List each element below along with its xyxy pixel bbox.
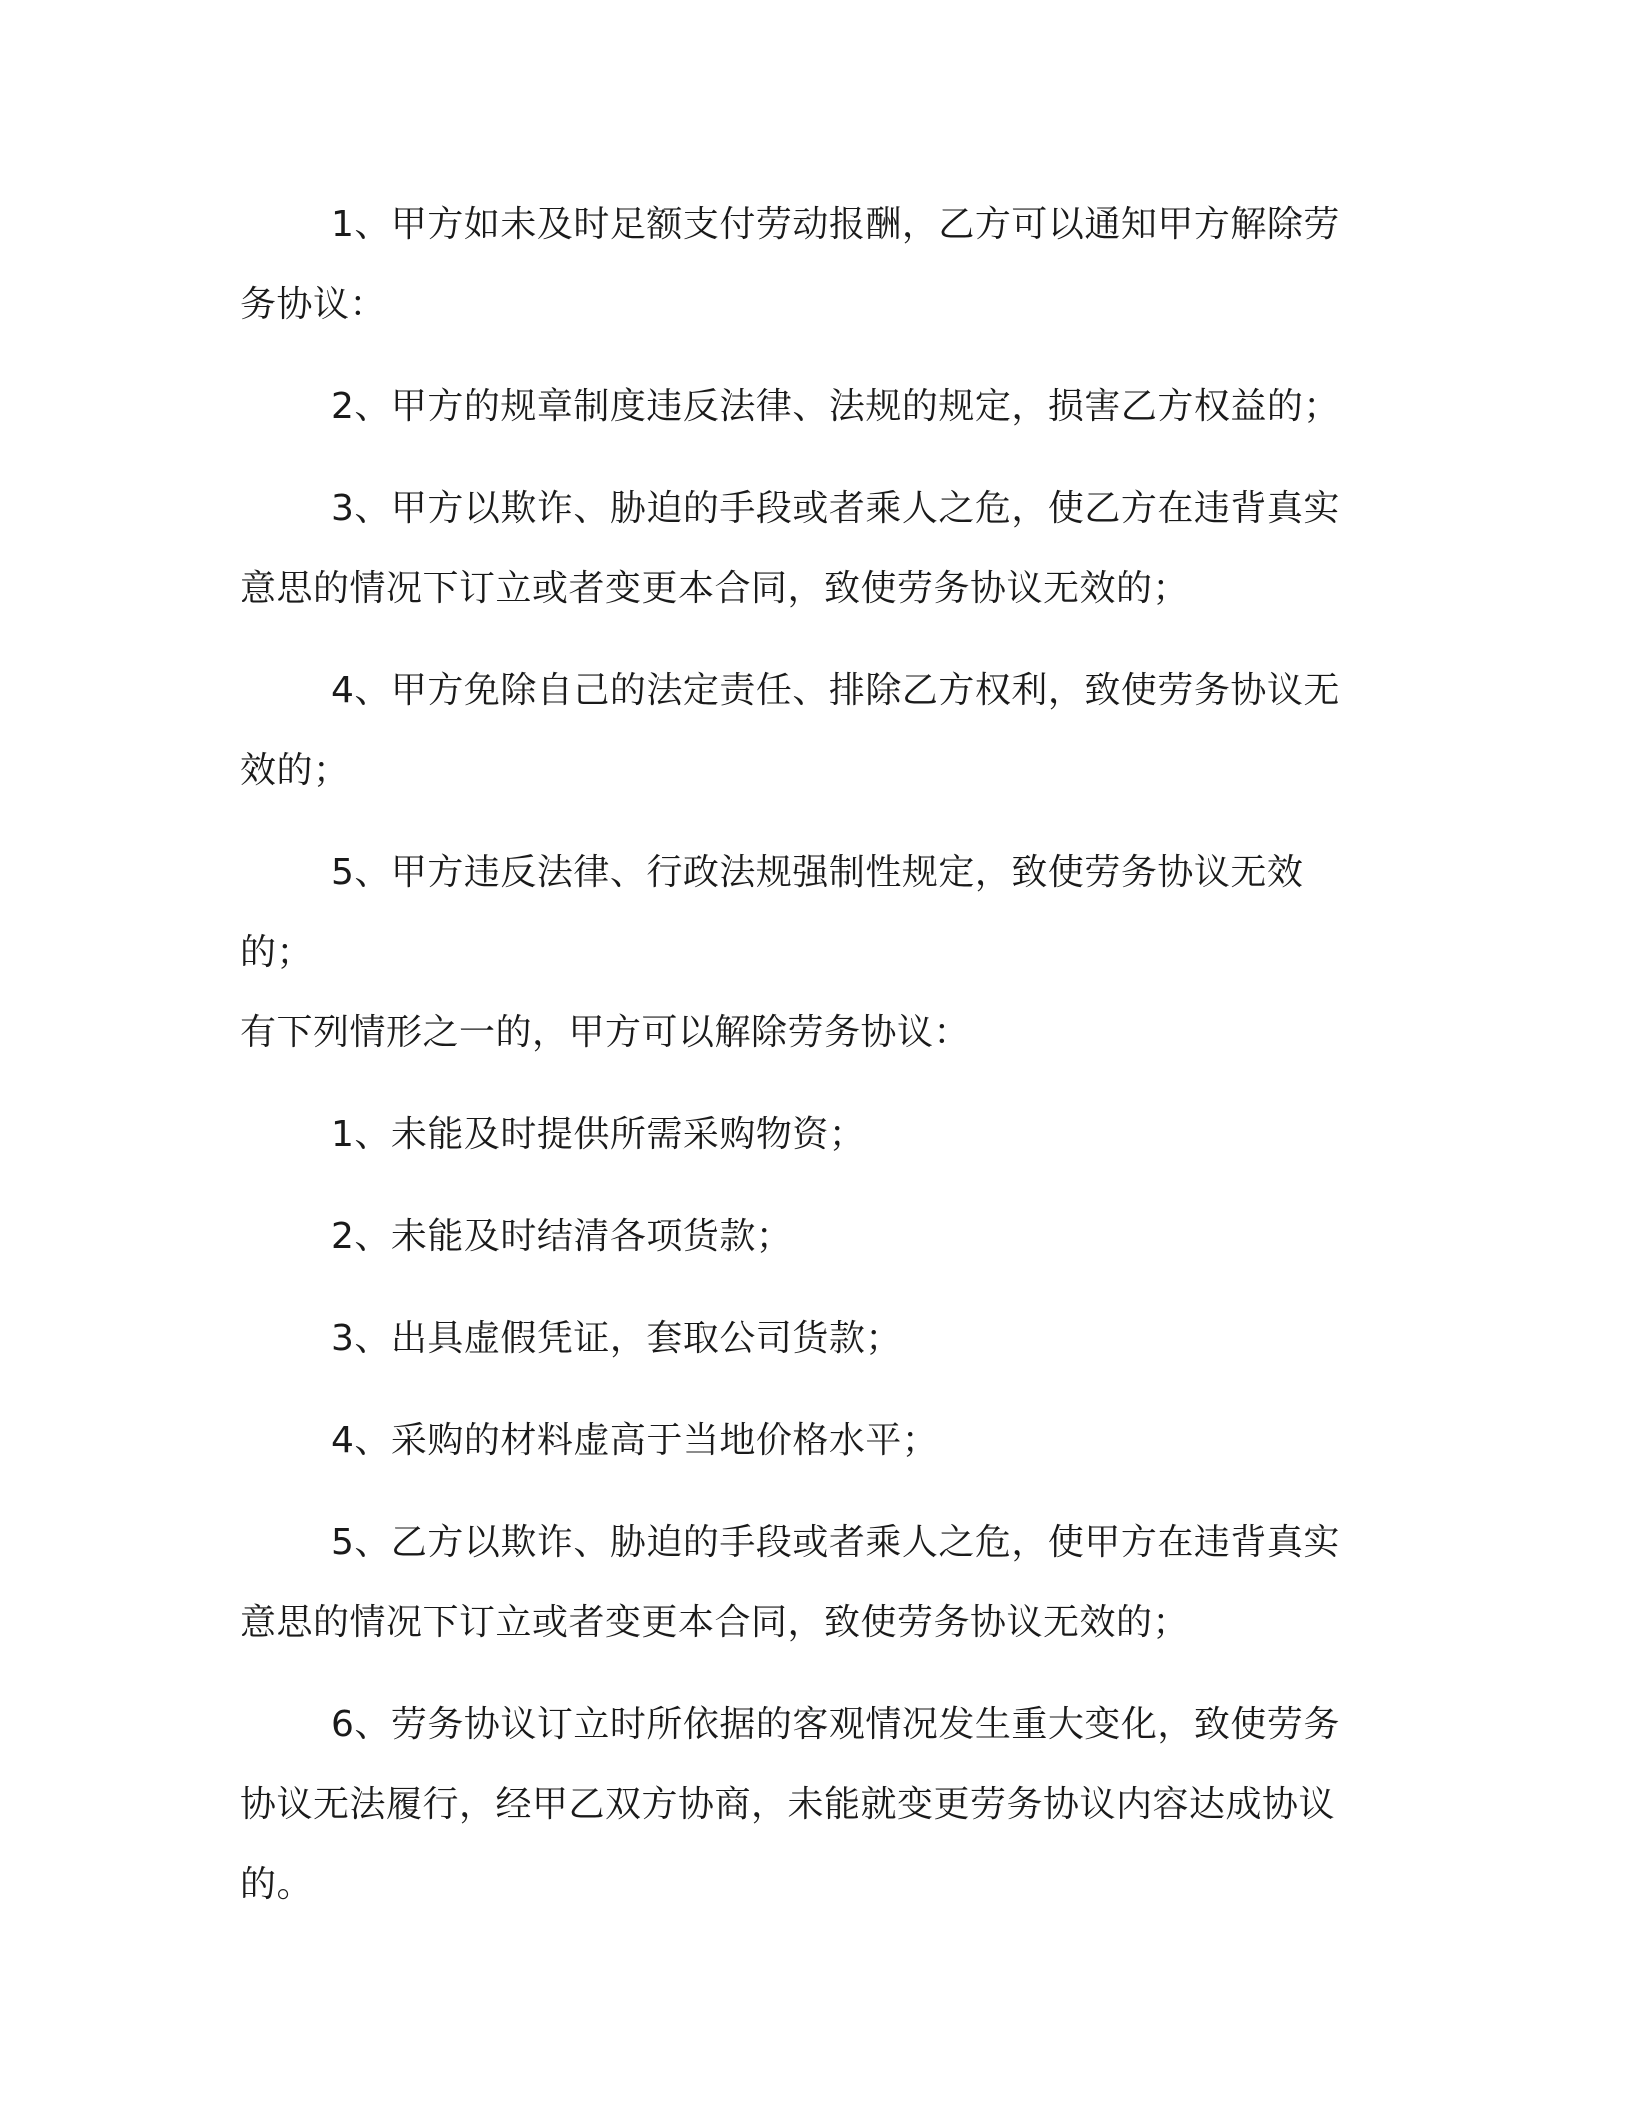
- clause-paragraph: 1、未能及时提供所需采购物资；: [331, 1114, 866, 1155]
- section-intro: 有下列情形之一的，甲方可以解除劳务协议：: [240, 1012, 971, 1053]
- clause-paragraph: 5、甲方违反法律、行政法规强制性规定，致使劳务协议无效的；: [240, 852, 1304, 973]
- clause-paragraph: 4、甲方免除自己的法定责任、排除乙方权利，致使劳务协议无效的；: [240, 670, 1340, 791]
- clause-paragraph: 2、未能及时结清各项货款；: [331, 1216, 793, 1257]
- clause-paragraph: 5、乙方以欺诈、胁迫的手段或者乘人之危，使甲方在违背真实意思的情况下订立或者变更本合同，致使劳务协议无效的；: [240, 1522, 1340, 1643]
- clause-paragraph: 3、出具虚假凭证，套取公司货款；: [331, 1318, 902, 1359]
- clause-paragraph: 6、劳务协议订立时所依据的客观情况发生重大变化，致使劳务协议无法履行，经甲乙双方协商，未能就变更劳务协议内容达成协议的。: [240, 1704, 1340, 1905]
- clause-paragraph: 2、甲方的规章制度违反法律、法规的规定，损害乙方权益的；: [331, 386, 1340, 427]
- clause-paragraph: 3、甲方以欺诈、胁迫的手段或者乘人之危，使乙方在违背真实意思的情况下订立或者变更本合同，致使劳务协议无效的；: [240, 488, 1340, 609]
- clause-paragraph: 4、采购的材料虚高于当地价格水平；: [331, 1420, 939, 1461]
- clause-paragraph: 1、甲方如未及时足额支付劳动报酬，乙方可以通知甲方解除劳务协议：: [240, 204, 1340, 325]
- document-body: [240, 185, 1370, 1947]
